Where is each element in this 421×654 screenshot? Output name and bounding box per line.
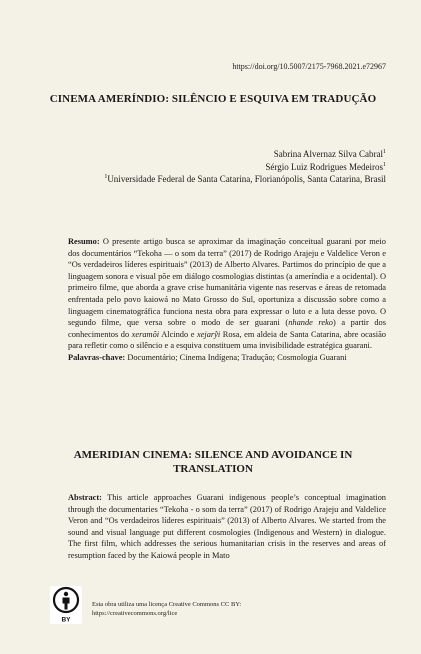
affiliation-mark: 1 [104, 174, 108, 180]
keywords-portuguese [68, 352, 386, 364]
author-2-name: Sérgio Luiz Rodrigues Medeiros [265, 161, 383, 172]
abstract-pt-text-4: Rosa, em aldeia de Santa Catarina, abre ocasião para refletir como o silêncio e a esquiva constituem uma invisibilidade estratégica guarani. [68, 329, 386, 351]
abstract-pt-term-xejaryi: xejarỹi [196, 329, 221, 339]
abstract-pt-label: Resumo: [68, 237, 100, 246]
author-2-mark: 1 [383, 161, 386, 168]
keywords-pt-text: Documentário; Cinema Indígena; Tradução; Cosmologia Guarani [125, 352, 347, 362]
author-1-name: Sabrina Alvernaz Silva Cabral [273, 149, 383, 159]
author-1 [26, 148, 386, 161]
cc-by-label: BY [61, 616, 71, 624]
abstract-pt-body [68, 236, 386, 352]
affiliation [26, 173, 386, 186]
abstract-pt-text: O presente artigo busca se aproximar da imaginação conceitual guarani por meio dos documentários “Tekoha — o som da terra” (2017) de Rodrigo Arajeju e Valdelice Veron e “Os verdadeiros líderes espirituais” (2013) de Alberto Alvares. Partimos do princípio de que a linguagem sonora e visual põe em diálogo cosmologias distintas (a ameríndia e a ocidental). O primeiro filme, que aborda a grave crise humanitária vigente nas reservas e áreas de retomada enfrentada pelo povo kaiowá no Mato Grosso do Sul, oportuniza a discussão sobre como a linguagem cinematográfica funciona nesta obra para expressar o luto e a luta desse povo. O segundo filme, que versa sobre o modo de ser guarani ( [68, 237, 386, 328]
title-portuguese: CINEMA AMERÍNDIO: SILÊNCIO E ESQUIVA EM TRADUÇÃO [49, 93, 377, 105]
license-text [92, 600, 241, 618]
author-2 [26, 161, 386, 174]
license-line-1: Esta obra utiliza uma licença Creative Commons CC BY: [92, 601, 242, 608]
abstract-portuguese [68, 236, 386, 364]
author-block [26, 148, 386, 186]
abstract-en-text: This article approaches Guarani indigenous people’s conceptual imagination through the documentaries “Tekoha - o som da terra” (2017) of Rodrigo Arajeju and Valdelice Veron and “Os verdadeiros líderes espirituais” (2013) of Alberto Alvares. We started from the sound and visual language put different cosmologies (Indigenous and Western) in dialogue. The first film, which addresses the serious humanitarian crisis in the reserves and areas of resumption faced by the Kaiowá people in Mato [68, 493, 386, 560]
abstract-english [68, 492, 386, 562]
abstract-pt-text-2: ) a partir dos conhecimentos do [68, 318, 387, 339]
license-link[interactable]: https://creativecommons.org/lice [92, 610, 178, 617]
affiliation-text: Universidade Federal de Santa Catarina, Florianópolis, Santa Catarina, Brasil [107, 174, 386, 184]
title-english: AMERIDIAN CINEMA: SILENCE AND AVOIDANCE IN TRANSLATION [73, 449, 353, 475]
author-1-mark: 1 [383, 149, 386, 155]
abstract-en-body [68, 492, 386, 562]
abstract-en-label: Abstract: [68, 493, 102, 502]
license-block [50, 586, 390, 626]
abstract-pt-term-xeramoi: xeramõi [131, 329, 160, 339]
keywords-pt-label: Palavras-chave: [68, 352, 126, 362]
abstract-pt-term-nhande-reko: nhande reko [288, 318, 333, 328]
creative-commons-by-icon[interactable] [50, 586, 82, 624]
doi-link[interactable]: https://doi.org/10.5007/2175-7968.2021.e72967 [232, 62, 386, 71]
abstract-pt-text-3: Alcindo e [159, 329, 197, 339]
